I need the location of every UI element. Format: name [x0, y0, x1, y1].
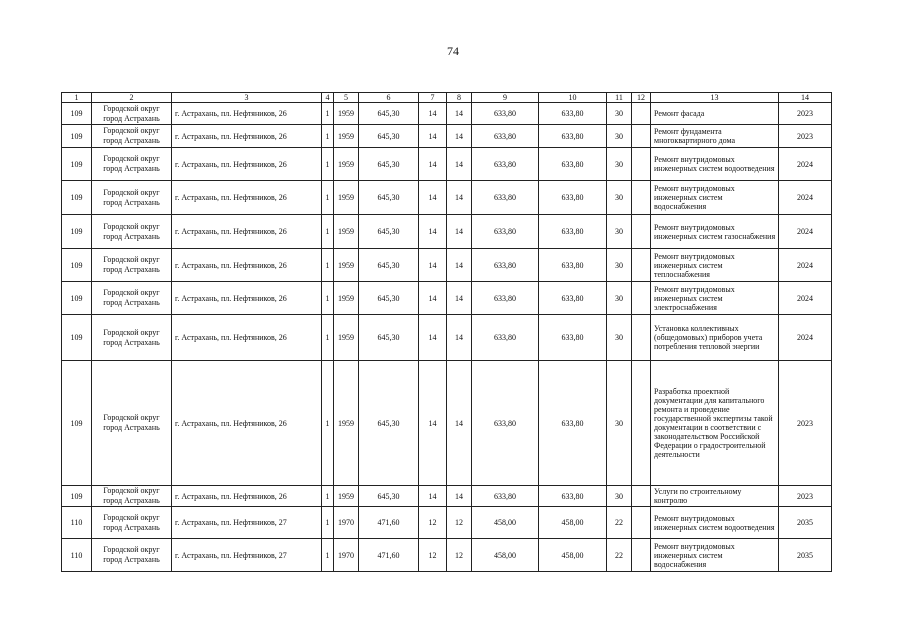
table-cell-col-10: 633,80 [539, 315, 607, 361]
table-cell-col-12 [632, 361, 651, 486]
table-row [62, 282, 832, 315]
header-cell: 5 [334, 93, 359, 103]
table-cell-col-7: 14 [419, 181, 447, 215]
table-cell-col-11: 22 [607, 539, 632, 572]
table-cell-col-3: г. Астрахань, пл. Нефтяников, 26 [172, 361, 322, 486]
table-cell-col-5: 1959 [334, 148, 359, 181]
table-cell-col-3: г. Астрахань, пл. Нефтяников, 26 [172, 249, 322, 282]
header-cell: 10 [539, 93, 607, 103]
table-cell-col-10: 458,00 [539, 539, 607, 572]
table-cell-col-9: 458,00 [472, 539, 539, 572]
table-cell-col-12 [632, 507, 651, 539]
table-cell-col-1: 109 [62, 181, 92, 215]
table-cell-col-10: 633,80 [539, 103, 607, 125]
table-cell-col-6: 645,30 [359, 361, 419, 486]
table-cell-col-7: 12 [419, 539, 447, 572]
table-cell-col-5: 1959 [334, 103, 359, 125]
table-cell-col-13: Ремонт фундамента многоквартирного дома [651, 125, 779, 148]
table-cell-col-11: 30 [607, 148, 632, 181]
table-row [62, 539, 832, 572]
table-cell-col-14: 2024 [779, 282, 832, 315]
table-cell-col-9: 458,00 [472, 507, 539, 539]
table-cell-col-1: 109 [62, 282, 92, 315]
table-cell-col-2: Городской округ город Астрахань [92, 315, 172, 361]
table-cell-col-1: 110 [62, 539, 92, 572]
table-cell-col-7: 14 [419, 125, 447, 148]
table-cell-col-4: 1 [322, 103, 334, 125]
table-cell-col-12 [632, 486, 651, 507]
table-cell-col-11: 30 [607, 315, 632, 361]
table-cell-col-7: 14 [419, 486, 447, 507]
table-cell-col-4: 1 [322, 315, 334, 361]
table-cell-col-7: 14 [419, 315, 447, 361]
table-cell-col-4: 1 [322, 282, 334, 315]
table-cell-col-8: 14 [447, 148, 472, 181]
table-cell-col-14: 2035 [779, 507, 832, 539]
header-cell: 1 [62, 93, 92, 103]
table-row [62, 315, 832, 361]
table-cell-col-11: 30 [607, 282, 632, 315]
table-cell-col-4: 1 [322, 486, 334, 507]
table-cell-col-5: 1959 [334, 282, 359, 315]
table-cell-col-13: Ремонт внутридомовых инженерных систем водоотведения [651, 148, 779, 181]
table-cell-col-10: 458,00 [539, 507, 607, 539]
table-cell-col-11: 30 [607, 361, 632, 486]
table-cell-col-9: 633,80 [472, 215, 539, 249]
table-cell-col-14: 2035 [779, 539, 832, 572]
table-cell-col-6: 645,30 [359, 249, 419, 282]
table-cell-col-13: Ремонт внутридомовых инженерных систем теплоснабжения [651, 249, 779, 282]
table-cell-col-14: 2024 [779, 249, 832, 282]
table-cell-col-14: 2023 [779, 103, 832, 125]
table-cell-col-9: 633,80 [472, 103, 539, 125]
table-cell-col-4: 1 [322, 539, 334, 572]
table-cell-col-6: 645,30 [359, 315, 419, 361]
table-cell-col-4: 1 [322, 215, 334, 249]
table-cell-col-1: 109 [62, 103, 92, 125]
table-cell-col-6: 645,30 [359, 282, 419, 315]
table-cell-col-10: 633,80 [539, 249, 607, 282]
header-cell: 11 [607, 93, 632, 103]
table-cell-col-11: 30 [607, 125, 632, 148]
header-cell: 12 [632, 93, 651, 103]
table-cell-col-8: 14 [447, 486, 472, 507]
table-cell-col-8: 14 [447, 103, 472, 125]
table-cell-col-1: 109 [62, 215, 92, 249]
table-cell-col-8: 14 [447, 125, 472, 148]
page-number: 74 [447, 44, 459, 58]
table-cell-col-14: 2024 [779, 215, 832, 249]
table-cell-col-3: г. Астрахань, пл. Нефтяников, 26 [172, 103, 322, 125]
table-row [62, 507, 832, 539]
table-cell-col-14: 2024 [779, 315, 832, 361]
table-cell-col-2: Городской округ город Астрахань [92, 486, 172, 507]
table-cell-col-8: 14 [447, 282, 472, 315]
header-cell: 4 [322, 93, 334, 103]
table-cell-col-3: г. Астрахань, пл. Нефтяников, 26 [172, 315, 322, 361]
table-cell-col-13: Ремонт внутридомовых инженерных систем водоснабжения [651, 181, 779, 215]
table-cell-col-6: 645,30 [359, 103, 419, 125]
table-cell-col-9: 633,80 [472, 486, 539, 507]
table-row [62, 361, 832, 486]
table-cell-col-14: 2023 [779, 361, 832, 486]
table-cell-col-4: 1 [322, 249, 334, 282]
table-cell-col-7: 14 [419, 361, 447, 486]
table-cell-col-2: Городской округ город Астрахань [92, 539, 172, 572]
table-cell-col-5: 1959 [334, 215, 359, 249]
header-cell: 13 [651, 93, 779, 103]
table-cell-col-13: Услуги по строительному контролю [651, 486, 779, 507]
table-cell-col-4: 1 [322, 148, 334, 181]
table-cell-col-3: г. Астрахань, пл. Нефтяников, 26 [172, 181, 322, 215]
table-cell-col-10: 633,80 [539, 215, 607, 249]
table-cell-col-13: Разработка проектной документации для капитального ремонта и проведение государственной экспертизы такой документации в соответствии с законодательством Российской Федерации о градостроительной деятельности [651, 361, 779, 486]
table-cell-col-11: 30 [607, 486, 632, 507]
table-cell-col-13: Ремонт внутридомовых инженерных систем водоотведения [651, 507, 779, 539]
table-cell-col-9: 633,80 [472, 125, 539, 148]
table-cell-col-13: Ремонт внутридомовых инженерных систем газоснабжения [651, 215, 779, 249]
table-cell-col-4: 1 [322, 181, 334, 215]
table-cell-col-14: 2023 [779, 486, 832, 507]
table-cell-col-1: 110 [62, 507, 92, 539]
table-cell-col-5: 1959 [334, 486, 359, 507]
capital-repair-table [61, 92, 832, 572]
table-cell-col-12 [632, 249, 651, 282]
table-cell-col-9: 633,80 [472, 181, 539, 215]
table-cell-col-2: Городской округ город Астрахань [92, 215, 172, 249]
table-cell-col-3: г. Астрахань, пл. Нефтяников, 26 [172, 148, 322, 181]
table-cell-col-2: Городской округ город Астрахань [92, 282, 172, 315]
table-cell-col-6: 645,30 [359, 215, 419, 249]
table-cell-col-10: 633,80 [539, 486, 607, 507]
table-row [62, 103, 832, 125]
table-cell-col-3: г. Астрахань, пл. Нефтяников, 26 [172, 125, 322, 148]
table-cell-col-8: 14 [447, 249, 472, 282]
table-cell-col-6: 471,60 [359, 539, 419, 572]
table-cell-col-12 [632, 282, 651, 315]
table-cell-col-3: г. Астрахань, пл. Нефтяников, 26 [172, 486, 322, 507]
table-cell-col-9: 633,80 [472, 315, 539, 361]
table-cell-col-5: 1970 [334, 507, 359, 539]
table-cell-col-3: г. Астрахань, пл. Нефтяников, 26 [172, 282, 322, 315]
table-cell-col-12 [632, 539, 651, 572]
table-cell-col-2: Городской округ город Астрахань [92, 361, 172, 486]
table-cell-col-9: 633,80 [472, 361, 539, 486]
table-cell-col-7: 12 [419, 507, 447, 539]
table-cell-col-1: 109 [62, 249, 92, 282]
table-cell-col-3: г. Астрахань, пл. Нефтяников, 26 [172, 215, 322, 249]
table-cell-col-2: Городской округ город Астрахань [92, 103, 172, 125]
table-cell-col-10: 633,80 [539, 181, 607, 215]
table-cell-col-8: 14 [447, 215, 472, 249]
table-cell-col-14: 2023 [779, 125, 832, 148]
table-cell-col-8: 12 [447, 539, 472, 572]
table-cell-col-5: 1959 [334, 181, 359, 215]
table-cell-col-1: 109 [62, 361, 92, 486]
table-cell-col-8: 14 [447, 361, 472, 486]
table-cell-col-11: 30 [607, 181, 632, 215]
table-cell-col-1: 109 [62, 486, 92, 507]
table-row [62, 148, 832, 181]
table-cell-col-2: Городской округ город Астрахань [92, 148, 172, 181]
table-cell-col-2: Городской округ город Астрахань [92, 125, 172, 148]
table-cell-col-12 [632, 181, 651, 215]
table-cell-col-14: 2024 [779, 148, 832, 181]
table-row [62, 181, 832, 215]
table-row [62, 486, 832, 507]
table-cell-col-8: 14 [447, 315, 472, 361]
table-cell-col-3: г. Астрахань, пл. Нефтяников, 27 [172, 539, 322, 572]
table-cell-col-6: 645,30 [359, 148, 419, 181]
table-cell-col-12 [632, 125, 651, 148]
table-cell-col-13: Ремонт фасада [651, 103, 779, 125]
table-cell-col-6: 645,30 [359, 181, 419, 215]
header-cell: 7 [419, 93, 447, 103]
table-cell-col-7: 14 [419, 249, 447, 282]
table-cell-col-2: Городской округ город Астрахань [92, 181, 172, 215]
table-cell-col-6: 645,30 [359, 125, 419, 148]
header-cell: 2 [92, 93, 172, 103]
table-row [62, 215, 832, 249]
header-cell: 14 [779, 93, 832, 103]
table-cell-col-9: 633,80 [472, 249, 539, 282]
table-cell-col-11: 30 [607, 215, 632, 249]
header-row [62, 93, 832, 103]
table-cell-col-5: 1959 [334, 249, 359, 282]
table-cell-col-11: 30 [607, 249, 632, 282]
table-cell-col-9: 633,80 [472, 148, 539, 181]
table-cell-col-4: 1 [322, 507, 334, 539]
table-cell-col-12 [632, 315, 651, 361]
table-cell-col-12 [632, 215, 651, 249]
table-cell-col-10: 633,80 [539, 361, 607, 486]
table-cell-col-7: 14 [419, 148, 447, 181]
table-cell-col-7: 14 [419, 282, 447, 315]
table-cell-col-10: 633,80 [539, 125, 607, 148]
table-cell-col-8: 14 [447, 181, 472, 215]
table-cell-col-3: г. Астрахань, пл. Нефтяников, 27 [172, 507, 322, 539]
table-cell-col-11: 30 [607, 103, 632, 125]
table-cell-col-13: Ремонт внутридомовых инженерных систем электроснабжения [651, 282, 779, 315]
table-cell-col-13: Установка коллективных (общедомовых) приборов учета потребления тепловой энергии [651, 315, 779, 361]
table-cell-col-13: Ремонт внутридомовых инженерных систем водоснабжения [651, 539, 779, 572]
header-cell: 3 [172, 93, 322, 103]
header-cell: 9 [472, 93, 539, 103]
table-cell-col-7: 14 [419, 103, 447, 125]
table-cell-col-10: 633,80 [539, 148, 607, 181]
table-cell-col-14: 2024 [779, 181, 832, 215]
table-row [62, 125, 832, 148]
table-cell-col-10: 633,80 [539, 282, 607, 315]
table-cell-col-5: 1959 [334, 315, 359, 361]
table-cell-col-1: 109 [62, 148, 92, 181]
table-cell-col-5: 1970 [334, 539, 359, 572]
table-cell-col-9: 633,80 [472, 282, 539, 315]
table-cell-col-6: 471,60 [359, 507, 419, 539]
table-row [62, 249, 832, 282]
table-cell-col-1: 109 [62, 315, 92, 361]
table-cell-col-4: 1 [322, 125, 334, 148]
table-cell-col-8: 12 [447, 507, 472, 539]
table-cell-col-2: Городской округ город Астрахань [92, 249, 172, 282]
table-cell-col-7: 14 [419, 215, 447, 249]
table-cell-col-12 [632, 103, 651, 125]
header-cell: 8 [447, 93, 472, 103]
table-cell-col-11: 22 [607, 507, 632, 539]
table-cell-col-12 [632, 148, 651, 181]
table-cell-col-1: 109 [62, 125, 92, 148]
table-cell-col-6: 645,30 [359, 486, 419, 507]
table-cell-col-2: Городской округ город Астрахань [92, 507, 172, 539]
table-cell-col-4: 1 [322, 361, 334, 486]
table-cell-col-5: 1959 [334, 361, 359, 486]
table-cell-col-5: 1959 [334, 125, 359, 148]
header-cell: 6 [359, 93, 419, 103]
